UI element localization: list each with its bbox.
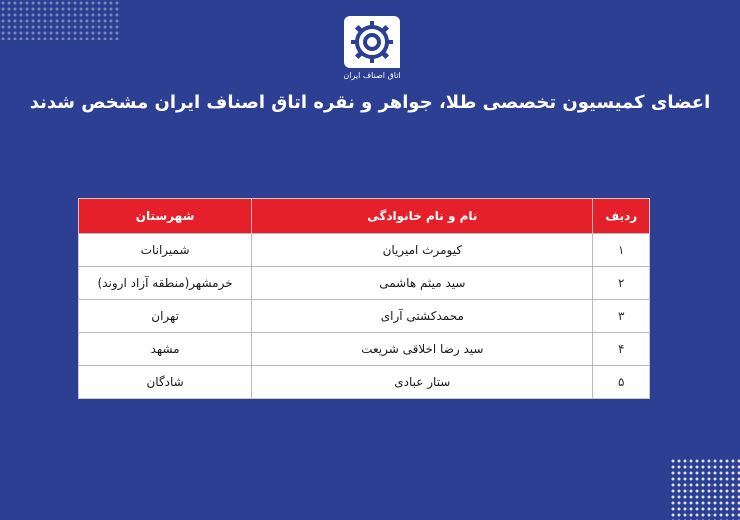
- decorative-dots-bottom: [670, 458, 740, 520]
- cell-full-name: محمدکشتی آرای: [252, 300, 593, 333]
- header-row-number: ردیف: [593, 199, 649, 234]
- cell-row-number: ۴: [593, 333, 649, 366]
- table-row: [79, 234, 649, 267]
- logo: [342, 16, 402, 86]
- table-row: [79, 267, 649, 300]
- cell-row-number: ۳: [593, 300, 649, 333]
- cell-row-number: ۲: [593, 267, 649, 300]
- header-city: شهرستان: [79, 199, 252, 234]
- cell-city: شادگان: [79, 366, 252, 399]
- table-row: [79, 333, 649, 366]
- page-title: اعضای کمیسیون تخصصی طلا، جواهر و نقره اتاق اصناف ایران مشخص شدند: [29, 92, 711, 113]
- cell-full-name: سید میثم هاشمی: [252, 267, 593, 300]
- cell-full-name: سید رضا اخلاقی شریعت: [252, 333, 593, 366]
- table-header-row: [79, 199, 649, 234]
- logo-text: اتاق اصناف ایران: [343, 71, 401, 80]
- table-row: [79, 300, 649, 333]
- table-row: [79, 366, 649, 399]
- cell-city: مشهد: [79, 333, 252, 366]
- cell-full-name: ستار عبادی: [252, 366, 593, 399]
- header-full-name: نام و نام خانوادگی: [252, 199, 593, 234]
- decorative-dots-top: [0, 0, 120, 40]
- cell-row-number: ۱: [593, 234, 649, 267]
- cell-city: شمیرانات: [79, 234, 252, 267]
- cell-row-number: ۵: [593, 366, 649, 399]
- cell-city: تهران: [79, 300, 252, 333]
- ettehadieh-asnaf-emblem-icon: [344, 16, 400, 68]
- cell-city: خرمشهر(منطقه آزاد اروند): [79, 267, 252, 300]
- members-table: [78, 198, 650, 399]
- cell-full-name: کیومرث امیریان: [252, 234, 593, 267]
